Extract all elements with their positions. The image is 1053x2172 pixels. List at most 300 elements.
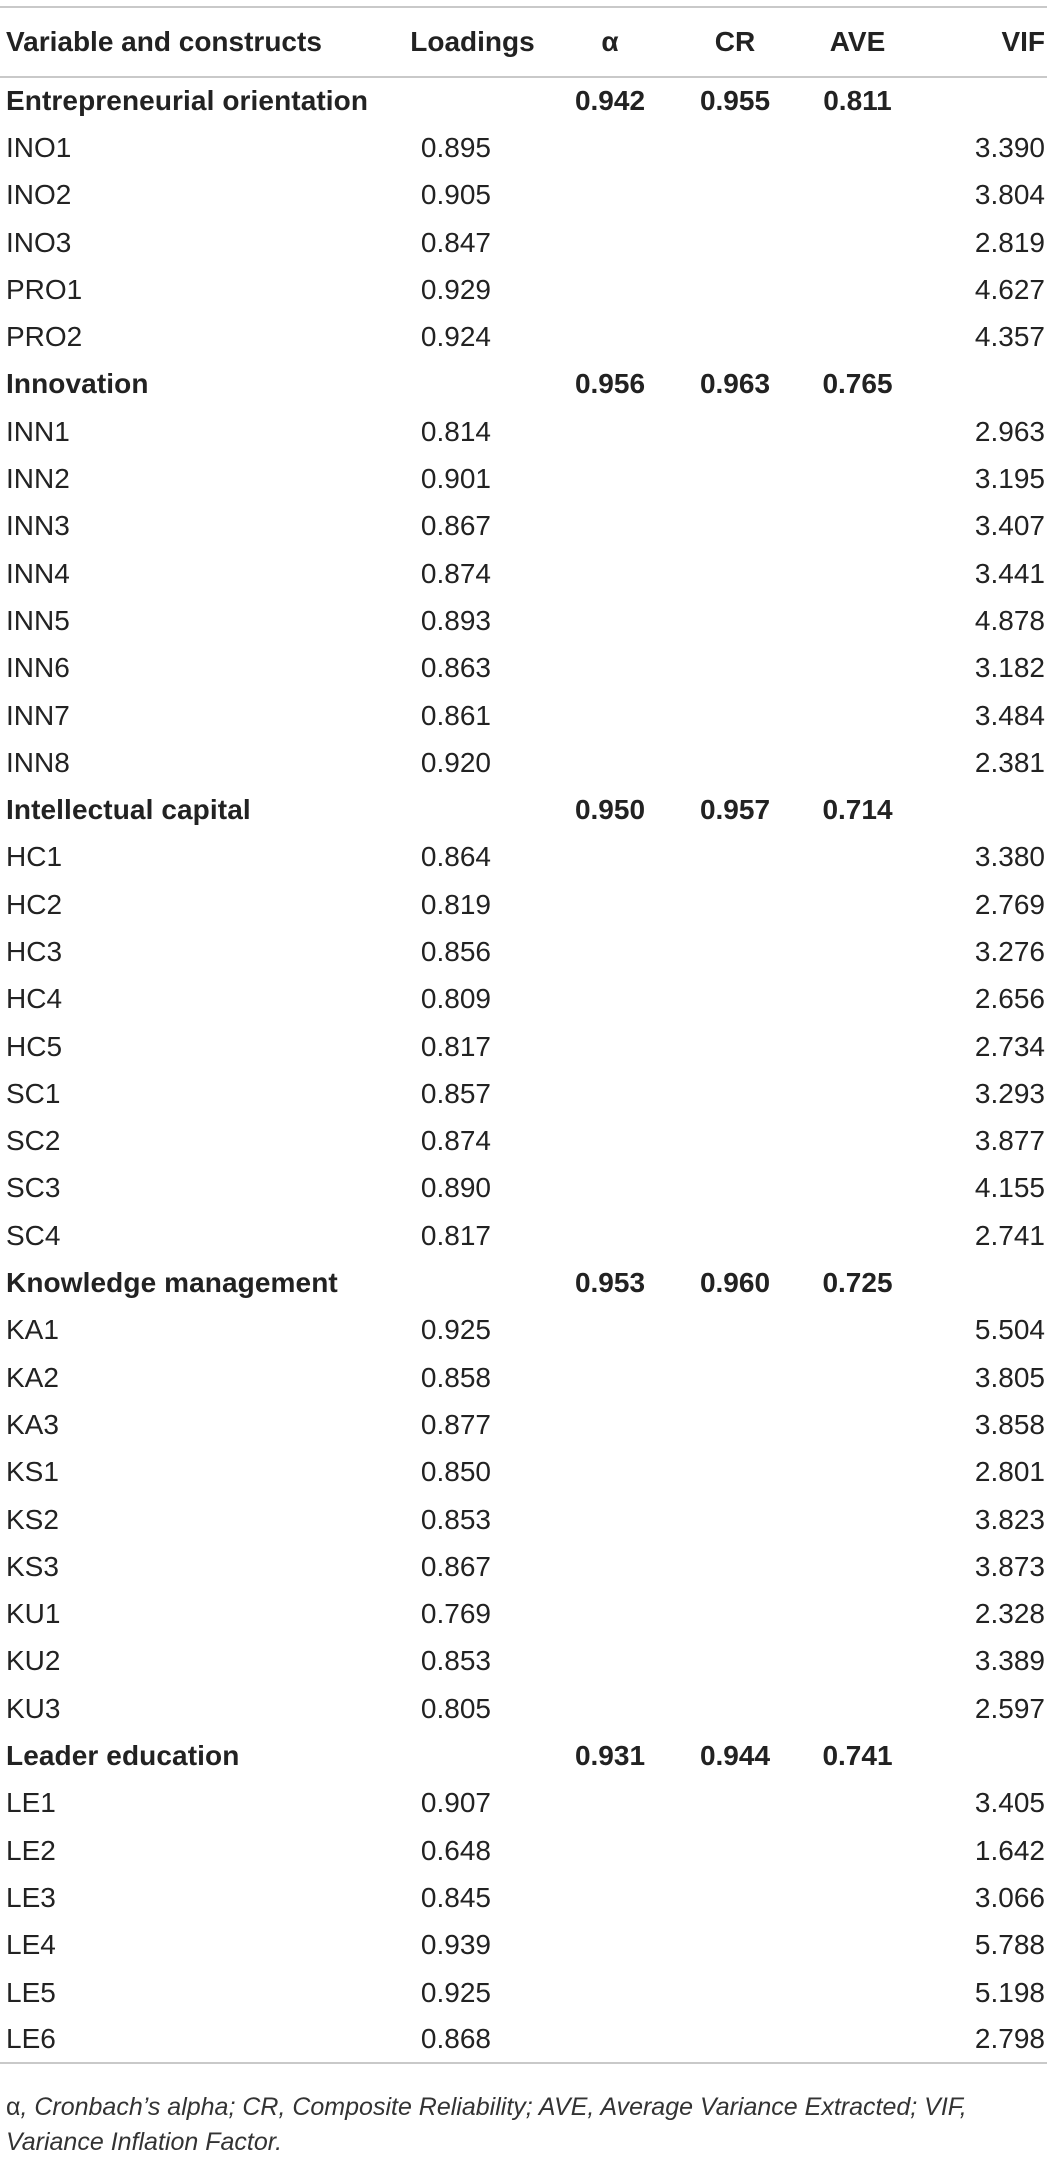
item-cr-empty	[675, 455, 795, 502]
item-alpha-empty	[545, 1354, 675, 1401]
item-loading: 0.814	[420, 415, 491, 447]
item-alpha-empty	[545, 1070, 675, 1117]
item-vif: 3.484	[974, 699, 1045, 731]
group-alpha: 0.942	[574, 85, 646, 117]
item-vif: 3.182	[974, 652, 1045, 684]
group-cr: 0.955	[699, 85, 771, 117]
item-vif: 3.380	[974, 841, 1045, 873]
item-loading-cell	[400, 1165, 545, 1212]
item-alpha-empty	[545, 455, 675, 502]
item-loading-cell	[400, 1354, 545, 1401]
group-row	[0, 1259, 1047, 1306]
item-loading: 0.809	[420, 983, 491, 1015]
item-ave-empty	[795, 1591, 920, 1638]
item-ave-empty	[795, 1874, 920, 1921]
item-alpha-empty	[545, 124, 675, 171]
item-cr-empty	[675, 1449, 795, 1496]
item-vif: 3.407	[974, 510, 1045, 542]
item-loading-cell	[400, 455, 545, 502]
item-alpha-empty	[545, 266, 675, 313]
item-vif: 3.195	[974, 463, 1045, 495]
item-cr-empty	[675, 1543, 795, 1590]
table-row	[0, 1827, 1047, 1874]
table-row	[0, 834, 1047, 881]
item-vif: 2.734	[974, 1030, 1045, 1062]
header-alpha: α	[545, 7, 675, 77]
item-ave-empty	[795, 597, 920, 644]
item-code: PRO1	[6, 273, 83, 305]
item-cr-empty	[675, 881, 795, 928]
item-code: INN3	[6, 510, 70, 542]
item-code: SC4	[6, 1219, 61, 1251]
item-cr-empty	[675, 1307, 795, 1354]
item-loading-cell	[400, 1401, 545, 1448]
item-cr-empty	[675, 1827, 795, 1874]
table-row	[0, 1969, 1047, 2016]
item-alpha-empty	[545, 1685, 675, 1732]
item-vif: 2.381	[974, 746, 1045, 778]
item-vif: 3.293	[974, 1077, 1045, 1109]
item-vif: 2.741	[974, 1219, 1045, 1251]
item-ave-empty	[795, 881, 920, 928]
item-cr-empty	[675, 1023, 795, 1070]
item-loading: 0.857	[420, 1077, 491, 1109]
item-code: KU3	[6, 1692, 61, 1724]
item-cr-empty	[675, 1496, 795, 1543]
group-row	[0, 77, 1047, 124]
item-code: INO1	[6, 131, 72, 163]
group-vif-empty	[920, 1732, 1047, 1779]
item-loading: 0.864	[420, 841, 491, 873]
item-loading: 0.850	[420, 1456, 491, 1488]
item-loading-cell	[400, 1922, 545, 1969]
item-vif: 2.801	[974, 1456, 1045, 1488]
table-body	[0, 77, 1047, 2063]
item-loading: 0.920	[420, 746, 491, 778]
item-alpha-empty	[545, 739, 675, 786]
item-ave-empty	[795, 1023, 920, 1070]
item-cr-empty	[675, 2016, 795, 2063]
item-vif: 2.819	[974, 226, 1045, 258]
item-alpha-empty	[545, 1922, 675, 1969]
group-vif-empty	[920, 1259, 1047, 1306]
group-loading-empty	[400, 1732, 545, 1779]
table-header	[0, 7, 1047, 77]
reliability-table	[0, 6, 1047, 2064]
item-alpha-empty	[545, 645, 675, 692]
item-vif: 2.769	[974, 888, 1045, 920]
item-loading-cell	[400, 1070, 545, 1117]
table-row	[0, 1449, 1047, 1496]
item-loading: 0.874	[420, 557, 491, 589]
item-code: LE1	[6, 1787, 56, 1819]
item-alpha-empty	[545, 1023, 675, 1070]
item-cr-empty	[675, 1070, 795, 1117]
group-vif-empty	[920, 361, 1047, 408]
item-ave-empty	[795, 408, 920, 455]
group-row	[0, 1732, 1047, 1779]
item-code: LE5	[6, 1976, 56, 2008]
item-loading-cell	[400, 645, 545, 692]
item-code: KA3	[6, 1408, 59, 1440]
item-vif: 1.642	[974, 1834, 1045, 1866]
item-vif: 5.504	[974, 1314, 1045, 1346]
item-alpha-empty	[545, 1449, 675, 1496]
item-alpha-empty	[545, 1969, 675, 2016]
item-code: HC1	[6, 841, 63, 873]
item-loading-cell	[400, 124, 545, 171]
item-loading: 0.648	[420, 1834, 491, 1866]
item-loading: 0.858	[420, 1361, 491, 1393]
table-row	[0, 1874, 1047, 1921]
table-row	[0, 219, 1047, 266]
item-vif: 2.328	[974, 1598, 1045, 1630]
header-ave: AVE	[795, 7, 920, 77]
item-alpha-empty	[545, 1543, 675, 1590]
item-ave-empty	[795, 1496, 920, 1543]
item-loading: 0.877	[420, 1408, 491, 1440]
item-loading: 0.924	[420, 321, 491, 353]
item-cr-empty	[675, 739, 795, 786]
item-code: LE2	[6, 1834, 56, 1866]
item-alpha-empty	[545, 1874, 675, 1921]
item-ave-empty	[795, 1780, 920, 1827]
item-ave-empty	[795, 1922, 920, 1969]
item-code: KA1	[6, 1314, 59, 1346]
item-cr-empty	[675, 313, 795, 360]
item-loading-cell	[400, 408, 545, 455]
item-ave-empty	[795, 1354, 920, 1401]
item-loading-cell	[400, 266, 545, 313]
item-code: LE4	[6, 1929, 56, 1961]
table-row	[0, 408, 1047, 455]
group-loading-empty	[400, 1259, 545, 1306]
item-alpha-empty	[545, 1780, 675, 1827]
table-row	[0, 1543, 1047, 1590]
table-row	[0, 1070, 1047, 1117]
item-loading-cell	[400, 1212, 545, 1259]
table-footnote	[6, 2090, 1046, 2160]
item-vif: 4.357	[974, 321, 1045, 353]
item-loading: 0.874	[420, 1125, 491, 1157]
item-vif: 3.873	[974, 1550, 1045, 1582]
item-alpha-empty	[545, 1827, 675, 1874]
item-code: KS3	[6, 1550, 59, 1582]
group-ave: 0.714	[822, 794, 893, 826]
group-loading-empty	[400, 361, 545, 408]
item-code: INO3	[6, 226, 72, 258]
item-code: INN4	[6, 557, 70, 589]
item-loading: 0.867	[420, 510, 491, 542]
group-name: Intellectual capital	[6, 794, 251, 826]
item-code: INN2	[6, 463, 70, 495]
table-row	[0, 1780, 1047, 1827]
item-ave-empty	[795, 550, 920, 597]
item-loading: 0.805	[420, 1692, 491, 1724]
item-cr-empty	[675, 928, 795, 975]
group-cr: 0.957	[699, 794, 771, 826]
item-loading: 0.817	[420, 1030, 491, 1062]
item-vif: 2.656	[974, 983, 1045, 1015]
item-loading-cell	[400, 2016, 545, 2063]
item-loading: 0.929	[420, 273, 491, 305]
table-row	[0, 597, 1047, 644]
item-loading: 0.769	[420, 1598, 491, 1630]
item-cr-empty	[675, 1685, 795, 1732]
item-cr-empty	[675, 1638, 795, 1685]
item-loading-cell	[400, 503, 545, 550]
table-row	[0, 266, 1047, 313]
item-vif: 5.198	[974, 1976, 1045, 2008]
item-code: KS1	[6, 1456, 59, 1488]
item-loading-cell	[400, 1638, 545, 1685]
item-loading: 0.867	[420, 1550, 491, 1582]
item-cr-empty	[675, 1212, 795, 1259]
item-loading-cell	[400, 739, 545, 786]
item-code: KU1	[6, 1598, 61, 1630]
item-alpha-empty	[545, 408, 675, 455]
item-ave-empty	[795, 1685, 920, 1732]
table-row	[0, 976, 1047, 1023]
item-cr-empty	[675, 550, 795, 597]
table-row	[0, 1118, 1047, 1165]
item-alpha-empty	[545, 219, 675, 266]
table-row	[0, 1023, 1047, 1070]
group-name: Knowledge management	[6, 1267, 338, 1299]
item-cr-empty	[675, 976, 795, 1023]
table-row	[0, 503, 1047, 550]
item-code: INN6	[6, 652, 70, 684]
item-vif: 4.627	[974, 273, 1045, 305]
item-ave-empty	[795, 1070, 920, 1117]
group-row	[0, 786, 1047, 833]
group-ave: 0.741	[822, 1740, 893, 1772]
item-vif: 3.066	[974, 1881, 1045, 1913]
table-row	[0, 1165, 1047, 1212]
item-ave-empty	[795, 1969, 920, 2016]
footnote-alpha-symbol: α	[6, 2093, 21, 2121]
table-row	[0, 1591, 1047, 1638]
item-code: HC4	[6, 983, 63, 1015]
item-loading-cell	[400, 881, 545, 928]
item-code: INN1	[6, 415, 70, 447]
item-ave-empty	[795, 1543, 920, 1590]
item-loading-cell	[400, 834, 545, 881]
item-loading-cell	[400, 692, 545, 739]
item-cr-empty	[675, 1165, 795, 1212]
item-cr-empty	[675, 503, 795, 550]
group-name: Innovation	[6, 368, 149, 400]
item-alpha-empty	[545, 1118, 675, 1165]
table-row	[0, 172, 1047, 219]
item-ave-empty	[795, 1307, 920, 1354]
item-alpha-empty	[545, 503, 675, 550]
item-ave-empty	[795, 455, 920, 502]
item-cr-empty	[675, 1922, 795, 1969]
item-loading: 0.890	[420, 1172, 491, 1204]
item-alpha-empty	[545, 834, 675, 881]
item-ave-empty	[795, 692, 920, 739]
item-cr-empty	[675, 1874, 795, 1921]
item-ave-empty	[795, 1118, 920, 1165]
item-loading: 0.901	[420, 463, 491, 495]
item-code: PRO2	[6, 321, 83, 353]
table-row	[0, 1922, 1047, 1969]
item-code: HC5	[6, 1030, 63, 1062]
item-alpha-empty	[545, 692, 675, 739]
item-cr-empty	[675, 1969, 795, 2016]
item-loading: 0.925	[420, 1314, 491, 1346]
header-variable: Variable and constructs	[0, 7, 400, 77]
item-loading-cell	[400, 219, 545, 266]
group-cr: 0.963	[699, 368, 771, 400]
item-code: INO2	[6, 179, 72, 211]
item-loading: 0.907	[420, 1787, 491, 1819]
item-alpha-empty	[545, 1591, 675, 1638]
item-loading-cell	[400, 1496, 545, 1543]
item-alpha-empty	[545, 1638, 675, 1685]
item-loading: 0.853	[420, 1503, 491, 1535]
item-code: HC3	[6, 935, 63, 967]
item-vif: 3.390	[974, 131, 1045, 163]
item-cr-empty	[675, 124, 795, 171]
item-loading-cell	[400, 1023, 545, 1070]
table-row	[0, 313, 1047, 360]
item-ave-empty	[795, 1212, 920, 1259]
item-ave-empty	[795, 739, 920, 786]
item-code: KU2	[6, 1645, 61, 1677]
item-code: LE3	[6, 1881, 56, 1913]
group-ave: 0.811	[823, 85, 892, 117]
item-vif: 2.798	[920, 2016, 1047, 2063]
table-row	[0, 1496, 1047, 1543]
item-loading-cell	[400, 1969, 545, 2016]
item-alpha-empty	[545, 1496, 675, 1543]
item-vif: 4.878	[974, 604, 1045, 636]
item-loading-cell	[400, 597, 545, 644]
group-alpha: 0.953	[574, 1267, 646, 1299]
item-loading-cell	[400, 172, 545, 219]
table-row	[0, 692, 1047, 739]
item-code: HC2	[6, 888, 63, 920]
group-alpha: 0.931	[574, 1740, 646, 1772]
item-ave-empty	[795, 503, 920, 550]
table-row	[0, 928, 1047, 975]
item-loading-cell	[400, 1591, 545, 1638]
item-code: INN5	[6, 604, 70, 636]
header-cr: CR	[675, 7, 795, 77]
item-loading: 0.819	[420, 888, 491, 920]
item-loading-cell	[400, 1874, 545, 1921]
item-cr-empty	[675, 1401, 795, 1448]
item-vif: 2.597	[974, 1692, 1045, 1724]
item-loading: 0.925	[420, 1976, 491, 2008]
item-loading-cell	[400, 313, 545, 360]
header-row	[0, 7, 1047, 77]
item-ave-empty	[795, 219, 920, 266]
item-vif: 2.963	[974, 415, 1045, 447]
item-vif: 3.441	[974, 557, 1045, 589]
group-alpha: 0.956	[574, 368, 646, 400]
header-loadings: Loadings	[400, 7, 545, 77]
group-alpha: 0.950	[574, 794, 646, 826]
footnote-text: , Cronbach’s alpha; CR, Composite Reliability; AVE, Average Variance Extracted; VIF, Variance Inflation Factor.	[6, 2093, 967, 2156]
item-loading: 0.868	[420, 2023, 491, 2055]
item-ave-empty	[795, 124, 920, 171]
item-code: KS2	[6, 1503, 59, 1535]
table-row	[0, 739, 1047, 786]
item-loading: 0.845	[420, 1881, 491, 1913]
item-loading-cell	[400, 1827, 545, 1874]
item-ave-empty	[795, 266, 920, 313]
item-cr-empty	[675, 1591, 795, 1638]
item-cr-empty	[675, 219, 795, 266]
group-vif-empty	[920, 77, 1047, 124]
item-ave-empty	[795, 1449, 920, 1496]
item-alpha-empty	[545, 976, 675, 1023]
group-cr: 0.944	[699, 1740, 771, 1772]
item-loading-cell	[400, 1307, 545, 1354]
table-row	[0, 1307, 1047, 1354]
item-loading: 0.905	[420, 179, 491, 211]
item-ave-empty	[795, 976, 920, 1023]
item-ave-empty	[795, 1401, 920, 1448]
item-ave-empty	[795, 2016, 920, 2063]
table-row	[0, 2016, 1047, 2063]
item-loading: 0.863	[420, 652, 491, 684]
group-name: Leader education	[6, 1740, 240, 1772]
item-loading: 0.893	[420, 604, 491, 636]
group-cr: 0.960	[699, 1267, 771, 1299]
header-vif: VIF	[920, 7, 1047, 77]
item-loading-cell	[400, 1685, 545, 1732]
table-row	[0, 1212, 1047, 1259]
item-code: SC2	[6, 1125, 61, 1157]
item-alpha-empty	[545, 1212, 675, 1259]
item-code: SC3	[6, 1172, 61, 1204]
table-row	[0, 1638, 1047, 1685]
group-loading-empty	[400, 786, 545, 833]
item-vif: 3.858	[974, 1408, 1045, 1440]
item-loading-cell	[400, 1543, 545, 1590]
item-vif: 3.804	[974, 179, 1045, 211]
item-loading: 0.895	[420, 131, 491, 163]
item-loading: 0.853	[420, 1645, 491, 1677]
item-loading-cell	[400, 976, 545, 1023]
item-code: INN8	[6, 746, 70, 778]
item-cr-empty	[675, 1780, 795, 1827]
item-ave-empty	[795, 172, 920, 219]
table-row	[0, 1401, 1047, 1448]
item-vif: 3.877	[974, 1125, 1045, 1157]
item-loading-cell	[400, 1780, 545, 1827]
item-loading: 0.817	[420, 1219, 491, 1251]
item-code: SC1	[6, 1077, 61, 1109]
item-alpha-empty	[545, 597, 675, 644]
item-loading-cell	[400, 550, 545, 597]
item-vif: 3.805	[974, 1361, 1045, 1393]
item-ave-empty	[795, 834, 920, 881]
table-row	[0, 455, 1047, 502]
item-vif: 3.823	[974, 1503, 1045, 1535]
table-row	[0, 881, 1047, 928]
group-name: Entrepreneurial orientation	[6, 85, 369, 117]
item-vif: 3.276	[974, 935, 1045, 967]
group-ave: 0.725	[822, 1267, 893, 1299]
item-loading-cell	[400, 1449, 545, 1496]
item-loading-cell	[400, 1118, 545, 1165]
item-alpha-empty	[545, 928, 675, 975]
